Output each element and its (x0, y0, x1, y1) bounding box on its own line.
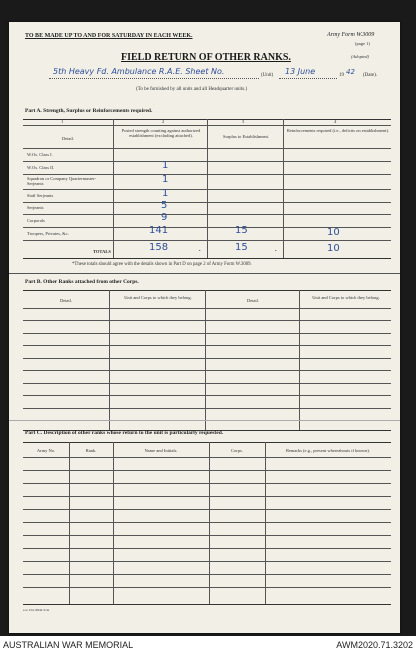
form-ref: Army Form W.3009 (327, 32, 375, 38)
part-b-col-detail-2: Detail. (246, 298, 260, 303)
accession-number: AWM2020.71.3202 (336, 640, 413, 650)
row-detail: Troopers, Privates, &c. (27, 231, 69, 236)
row-detail: Serjeants (27, 205, 44, 210)
unit-label: (Unit) (261, 73, 274, 78)
archive-name: AUSTRALIAN WAR MEMORIAL (3, 640, 134, 650)
reinf-value: 10 (327, 227, 340, 238)
posted-value: 141 (149, 225, 169, 236)
totals-label: TOTALS (93, 249, 111, 254)
page-number: (page 1) (355, 41, 370, 46)
col-number: 1 (61, 119, 64, 124)
posted-value: 1 (162, 174, 169, 185)
row-detail: Staff Serjeants (27, 193, 54, 198)
part-c-col-rank: Rank. (85, 448, 97, 453)
date-label: (Date). (363, 73, 378, 78)
row-detail: W.Os. Class I. (27, 152, 53, 157)
col-header-surplus: Surplus to Establishment. (222, 134, 270, 139)
part-a-heading: Part A. Strength, Surplus or Reinforcements required. (25, 108, 153, 114)
posted-value: 1 (162, 188, 169, 199)
part-b-heading: Part B. Other Ranks attached from other Corps. (25, 279, 139, 285)
part-c-col-name: Name and Initials. (144, 448, 178, 453)
surplus-value: 15 (235, 225, 248, 236)
total-surplus: 15 (235, 242, 248, 253)
col-number: 4 (334, 119, 337, 124)
instruction-text: (To be furnished by all units and all Headquarter units.) (136, 87, 248, 92)
asterisk-mark: • (199, 248, 201, 253)
form-page (9, 22, 400, 633)
col-header-reinf: Reinforcements required (i.e., deficits on establishment). (286, 128, 390, 133)
year-prefix: 19 (339, 73, 344, 78)
part-a-footnote: *These totals should agree with the details shown in Part D on page 2 of Army Form W.3009. (72, 262, 252, 267)
part-b-col-unit-2: Unit and Corps to which they belong. (312, 295, 380, 300)
posted-value: 9 (161, 212, 168, 223)
total-reinf: 10 (327, 243, 340, 254)
unit-handwriting: 5th Heavy Fd. Ambulance R.A.E. Sheet No. (53, 67, 225, 76)
printer-mark: s.w. Dd. 8844 S/41 (23, 608, 50, 612)
part-b-col-unit: Unit and Corps to which they belong. (124, 295, 192, 300)
part-c-col-remarks: Remarks (e.g., present whereabouts if known). (285, 448, 371, 453)
row-detail: W.Os. Class II. (27, 165, 55, 170)
posted-value: 5 (161, 200, 168, 211)
form-title: FIELD RETURN OF OTHER RANKS. (121, 52, 291, 63)
total-posted: 158 (149, 242, 169, 253)
col-number: 3 (242, 119, 245, 124)
adopted-label: (Adopted) (351, 54, 369, 59)
posted-value: 1 (162, 160, 169, 171)
col-header-posted: Posted strength counting against authorized establishment (excluding attached). (121, 128, 201, 138)
archive-footer (0, 636, 416, 653)
asterisk-mark: • (275, 248, 277, 253)
year-handwriting: 42 (346, 68, 355, 76)
part-c-col-army-no: Army No. (36, 448, 56, 453)
weekly-note: TO BE MADE UP TO AND FOR SATURDAY IN EACH WEEK. (25, 33, 193, 39)
row-detail: Squadron or Company Quartermaster-Serjeants (27, 176, 97, 186)
part-c-col-corps: Corps. (231, 448, 243, 453)
part-c-heading: Part C. Description of other ranks whose return to the unit is particularly requested. (25, 430, 224, 436)
part-b-col-detail: Detail. (59, 298, 73, 303)
date-handwriting: 13 June (285, 67, 316, 76)
row-detail: Corporals (27, 218, 45, 223)
col-header-detail: Detail. (61, 136, 75, 141)
col-number: 2 (162, 119, 165, 124)
